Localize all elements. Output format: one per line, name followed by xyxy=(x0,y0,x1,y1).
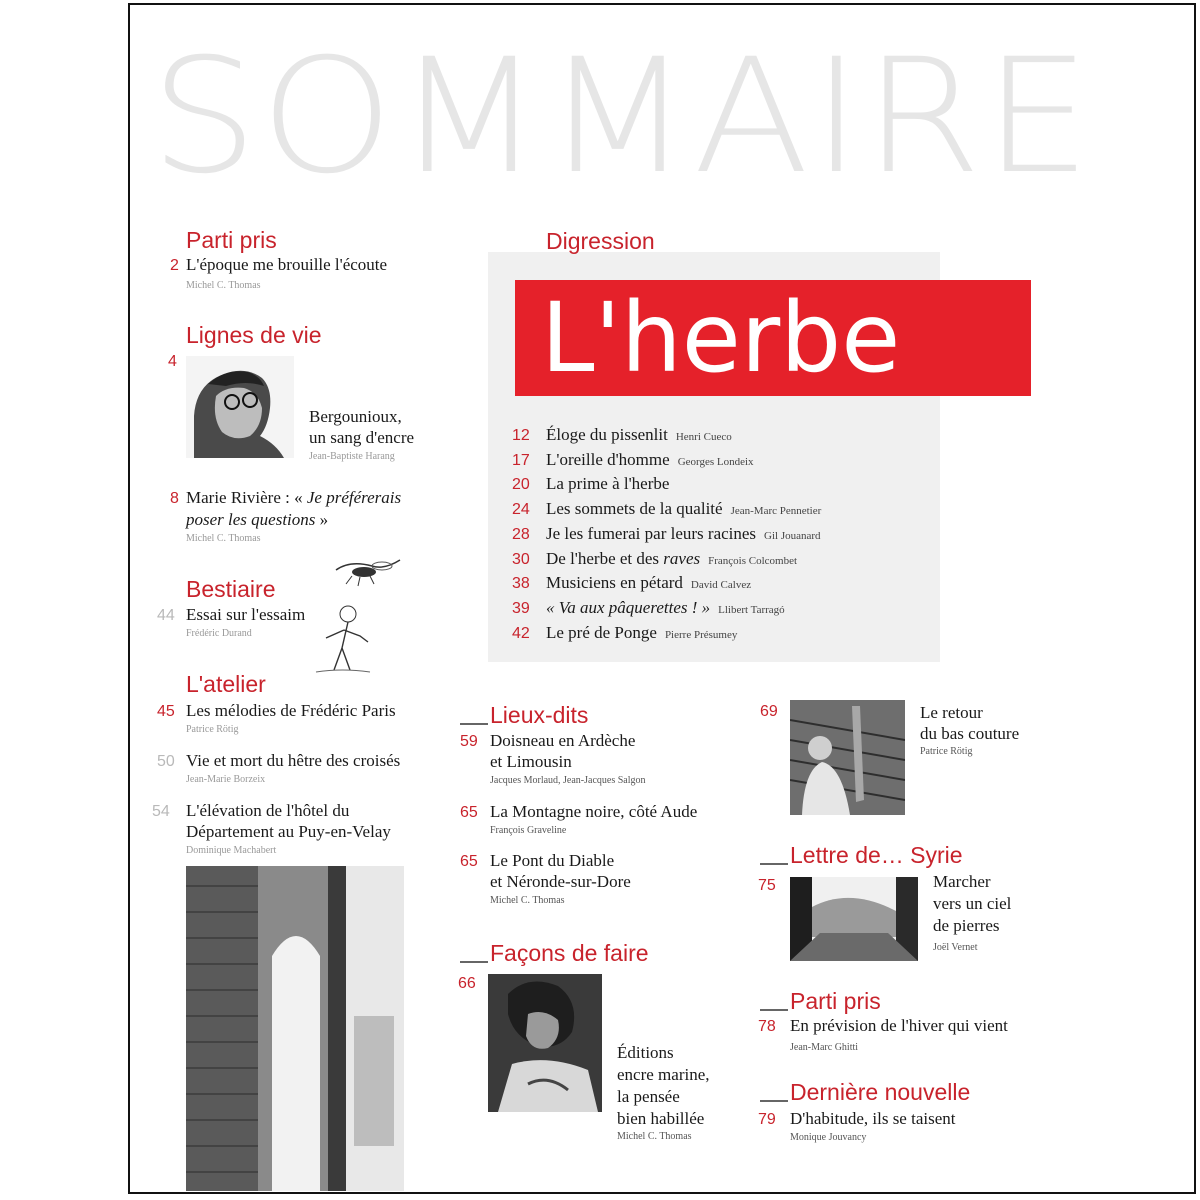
article-title: Je les fumerai par leurs racines xyxy=(546,523,757,543)
title-text: » xyxy=(319,510,329,529)
article-author: Jean-Marie Borzeix xyxy=(186,774,266,785)
section-derniere-nouvelle: Dernière nouvelle xyxy=(760,1079,970,1105)
article-title: De l'herbe et des xyxy=(546,548,664,568)
digression-item[interactable] xyxy=(512,425,732,445)
article-title-italic: raves xyxy=(663,548,701,568)
article-title[interactable]: La Montagne noire, côté Aude xyxy=(490,802,698,821)
article-title[interactable]: L'élévation de l'hôtel du xyxy=(186,801,350,820)
page-number: 17 xyxy=(512,451,530,469)
article-author: Monique Jouvancy xyxy=(790,1132,867,1143)
article-author: Patrice Rötig xyxy=(920,746,973,757)
title-line: Marcher xyxy=(933,872,991,891)
article-title[interactable]: Doisneau en Ardèche xyxy=(490,731,636,750)
digression-item[interactable] xyxy=(512,549,797,569)
article-title: Éloge du pissenlit xyxy=(546,425,668,444)
article-author: Joël Vernet xyxy=(933,942,978,953)
article-title-line2[interactable]: un sang d'encre xyxy=(309,428,415,447)
page-number: 24 xyxy=(512,501,530,519)
page-number: 4 xyxy=(168,353,177,370)
page-number: 45 xyxy=(157,703,175,720)
page-number: 30 xyxy=(512,550,530,568)
article-title[interactable]: En prévision de l'hiver qui vient xyxy=(790,1016,1008,1035)
title-text: Marie Rivière : « xyxy=(186,488,303,507)
article-author: Frédéric Durand xyxy=(186,628,252,639)
page-number: 2 xyxy=(170,257,179,274)
digression-item[interactable] xyxy=(512,573,751,593)
page-number: 75 xyxy=(758,877,776,894)
digression-item[interactable] xyxy=(512,598,785,618)
article-title[interactable]: Essai sur l'essaim xyxy=(186,605,306,624)
article-author: François Colcombet xyxy=(708,554,798,567)
section-bestiaire: Bestiaire xyxy=(186,576,276,602)
title-line: de pierres xyxy=(933,916,1000,935)
masthead-title: SOMMAIRE xyxy=(150,24,1094,210)
article-author: Michel C. Thomas xyxy=(186,533,261,544)
title-line: Éditions xyxy=(617,1043,674,1062)
section-atelier: L'atelier xyxy=(186,671,266,697)
digression-item[interactable] xyxy=(512,450,754,470)
article-author: Jean-Marc Pennetier xyxy=(730,505,822,518)
page-number: 59 xyxy=(460,733,478,750)
editor-photo xyxy=(488,974,602,1112)
article-title: Musiciens en pétard xyxy=(546,573,683,593)
article-author: Michel C. Thomas xyxy=(490,895,565,906)
portrait-photo xyxy=(186,356,294,458)
article-author: Llibert Tarragó xyxy=(718,603,785,616)
article-author: Michel C. Thomas xyxy=(617,1131,692,1142)
page-number: 8 xyxy=(170,490,179,507)
title-italic: poser les questions xyxy=(186,510,316,529)
syria-photo xyxy=(790,877,918,961)
article-title-italic: « Va aux pâquerettes ! » xyxy=(546,597,711,617)
article-title-line2[interactable]: et Néronde-sur-Dore xyxy=(490,872,631,891)
article-title-line2[interactable]: Département au Puy-en-Velay xyxy=(186,822,391,841)
article-author: Jacques Morlaud, Jean-Jacques Salgon xyxy=(490,775,646,786)
page-number: 66 xyxy=(458,975,476,992)
page-number: 38 xyxy=(512,575,530,593)
page-number: 65 xyxy=(460,804,478,821)
article-author: Henri Cueco xyxy=(675,431,732,443)
article-title-line2[interactable] xyxy=(186,509,328,531)
page-number: 12 xyxy=(512,427,530,444)
child-net-drawing xyxy=(312,602,372,676)
building-photo xyxy=(186,866,404,1191)
wasp-drawing xyxy=(330,552,410,588)
article-title: Les sommets de la qualité xyxy=(546,499,723,519)
article-author: Dominique Machabert xyxy=(186,845,277,856)
section-facons-de-faire: Façons de faire xyxy=(460,940,649,966)
page-number: 78 xyxy=(758,1018,776,1035)
page-number: 42 xyxy=(512,624,530,642)
article-author: David Calvez xyxy=(690,579,752,592)
article-title[interactable]: Le retour xyxy=(920,703,983,722)
article-title[interactable]: Bergounioux, xyxy=(309,407,402,426)
section-lieux-dits: Lieux-dits xyxy=(460,702,588,728)
herbe-banner xyxy=(515,280,1031,396)
digression-item[interactable] xyxy=(512,499,821,519)
page-number: 44 xyxy=(157,607,175,624)
page-number: 79 xyxy=(758,1111,776,1128)
article-title[interactable]: L'époque me brouille l'écoute xyxy=(186,255,388,274)
article-author: Pierre Présumey xyxy=(664,628,738,641)
digression-item[interactable] xyxy=(512,524,821,544)
article-author: Michel C. Thomas xyxy=(186,280,261,291)
article-title-line2[interactable]: du bas couture xyxy=(920,724,1020,743)
section-parti-pris: Parti pris xyxy=(186,227,277,253)
article-title: L'oreille d'homme xyxy=(546,449,670,469)
page-number: 20 xyxy=(512,476,530,494)
article-title[interactable]: Vie et mort du hêtre des croisés xyxy=(186,751,401,770)
article-title[interactable]: Le Pont du Diable xyxy=(490,851,615,870)
page-number: 65 xyxy=(460,853,478,870)
page-number: 54 xyxy=(152,803,170,820)
article-author: Gil Jouanard xyxy=(764,529,821,542)
page-number: 69 xyxy=(760,703,778,720)
stocking-photo xyxy=(790,700,905,815)
article-title[interactable]: Les mélodies de Frédéric Paris xyxy=(186,701,396,720)
page-number: 28 xyxy=(512,525,530,543)
digression-label: Digression xyxy=(546,228,655,254)
herbe-title: L'herbe xyxy=(541,282,901,394)
article-title[interactable] xyxy=(186,487,401,509)
section-lettre: Lettre de… Syrie xyxy=(760,842,963,868)
digression-item[interactable] xyxy=(512,623,737,643)
article-author: François Graveline xyxy=(490,825,567,836)
article-title: Le pré de Ponge xyxy=(546,622,657,642)
article-title[interactable]: D'habitude, ils se taisent xyxy=(790,1109,956,1128)
title-line: bien habillée xyxy=(617,1109,705,1128)
article-author: Jean-Baptiste Harang xyxy=(309,451,395,462)
page-number: 50 xyxy=(157,753,175,770)
title-line: la pensée xyxy=(617,1087,680,1106)
article-title: La prime à l'herbe xyxy=(546,474,670,494)
section-lignes-de-vie: Lignes de vie xyxy=(186,322,322,348)
title-line: vers un ciel xyxy=(933,894,1012,913)
article-author: Patrice Rötig xyxy=(186,724,239,735)
title-italic: Je préférerais xyxy=(306,488,402,507)
digression-item[interactable] xyxy=(512,474,669,494)
title-line: encre marine, xyxy=(617,1065,710,1084)
article-author: Jean-Marc Ghitti xyxy=(790,1042,859,1053)
article-author: Georges Londeix xyxy=(677,455,754,468)
article-title-line2[interactable]: et Limousin xyxy=(490,752,572,771)
page-number: 39 xyxy=(512,599,530,617)
section-parti-pris-2: Parti pris xyxy=(760,988,881,1014)
